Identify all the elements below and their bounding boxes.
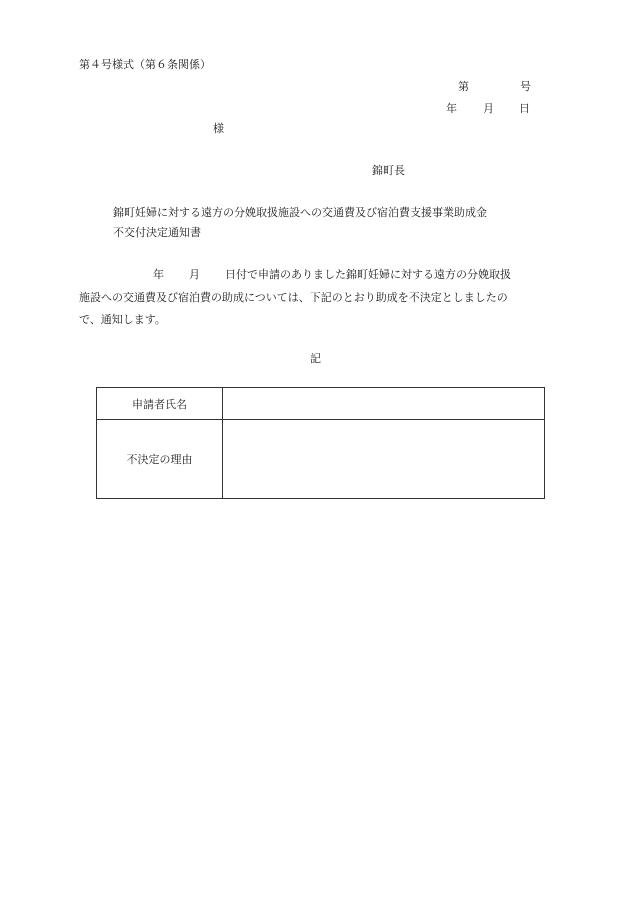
date-year-label: 年 [446,102,457,115]
document-number-suffix: 号 [520,80,531,93]
date-day-label: 日 [519,102,530,115]
body-month-label: 月 [189,268,200,281]
applicant-name-value [223,388,545,420]
document-title-line1: 錦町妊婦に対する遠方の分娩取扱施設への交通費及び宿泊費支援事業助成金 [113,206,487,219]
table-row [97,420,545,499]
issuer-name: 錦町長 [372,164,405,177]
table-row [97,388,545,420]
date-month-label: 月 [483,102,494,115]
applicant-name-label: 申請者氏名 [97,388,223,420]
body-text-line2: 施設への交通費及び宿泊費の助成については、下記のとおり助成を不決定としましたの [79,291,508,304]
rejection-reason-value [223,420,545,499]
notation-heading: 記 [310,352,321,365]
rejection-reason-label: 不決定の理由 [97,420,223,499]
body-text-line3: で、通知します。 [79,313,166,326]
addressee-honorific: 様 [213,122,224,135]
body-year-label: 年 [153,268,164,281]
document-title-line2: 不交付決定通知書 [113,226,201,239]
form-number-label: 第４号様式（第６条関係） [79,58,211,71]
document-number-prefix: 第 [458,80,469,93]
detail-table [96,387,545,499]
body-text-line1: 日付で申請のありました錦町妊婦に対する遠方の分娩取扱 [225,268,511,281]
